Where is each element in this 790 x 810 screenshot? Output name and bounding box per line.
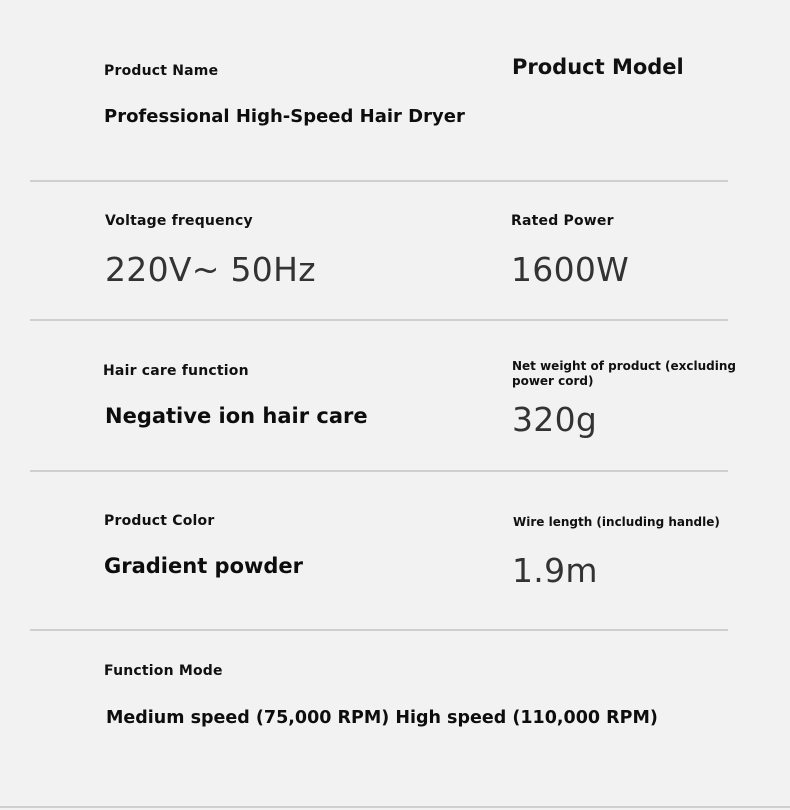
wire-length-value: 1.9m	[512, 551, 598, 590]
product-name-label: Product Name	[104, 63, 219, 79]
hair-care-function-value: Negative ion hair care	[105, 404, 368, 428]
row-divider	[30, 180, 728, 182]
hair-care-function-label: Hair care function	[103, 363, 249, 379]
net-weight-label: Net weight of product (excluding power cord)	[512, 359, 737, 388]
net-weight-value: 320g	[512, 400, 598, 439]
function-mode-value: Medium speed (75,000 RPM) High speed (110,000 RPM)	[106, 708, 658, 728]
rated-power-value: 1600W	[511, 250, 630, 289]
row-divider	[30, 470, 728, 472]
voltage-frequency-label: Voltage frequency	[105, 213, 253, 229]
row-divider	[30, 319, 728, 321]
function-mode-label: Function Mode	[104, 663, 223, 679]
bottom-divider	[0, 806, 790, 808]
product-color-label: Product Color	[104, 513, 215, 529]
voltage-frequency-value: 220V~ 50Hz	[105, 250, 316, 289]
wire-length-label: Wire length (including handle)	[513, 515, 720, 529]
product-name-value: Professional High-Speed Hair Dryer	[104, 106, 465, 127]
product-color-value: Gradient powder	[104, 554, 304, 578]
row-divider	[30, 629, 728, 631]
rated-power-label: Rated Power	[511, 213, 614, 229]
product-model-label: Product Model	[512, 55, 684, 79]
